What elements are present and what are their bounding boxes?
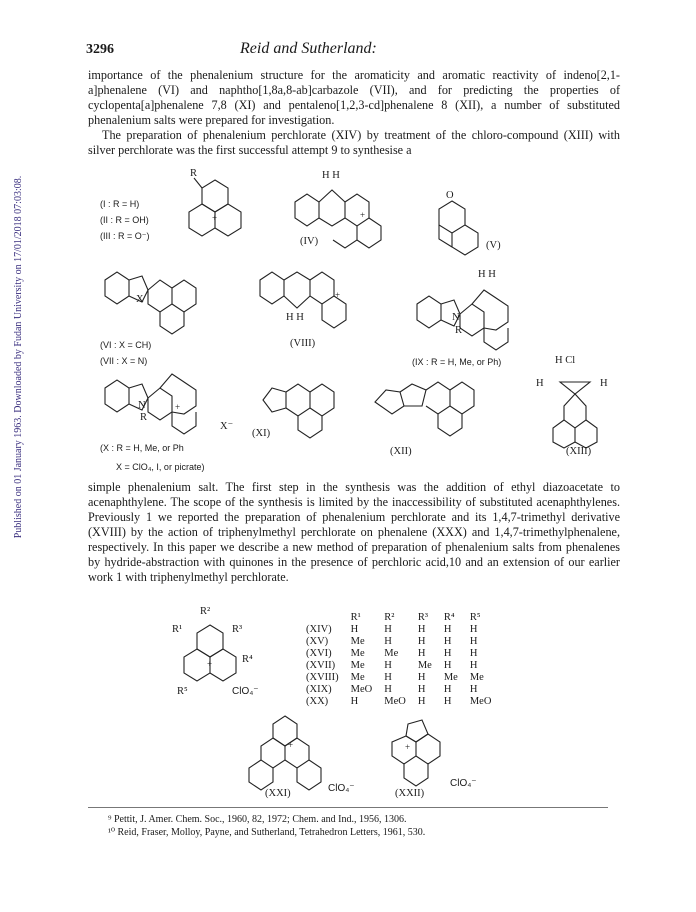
structure-vi-vii bbox=[100, 262, 220, 337]
compound-label: (XXI) bbox=[265, 788, 291, 799]
heteroatom-label: X bbox=[136, 294, 144, 305]
table-cell: H bbox=[417, 684, 426, 695]
structure-x bbox=[100, 370, 220, 450]
column-header: R⁴ bbox=[443, 612, 455, 623]
nitrogen-label: N bbox=[452, 312, 460, 323]
table-cell: H bbox=[443, 636, 452, 647]
table-cell: H bbox=[469, 624, 478, 635]
substituent-r4: R⁴ bbox=[242, 654, 253, 665]
structure-xiii bbox=[540, 372, 620, 452]
oxygen-label: O bbox=[446, 190, 454, 201]
paragraph-text: The preparation of phenalenium perchlorate (XIV) by treatment of the chloro-compound (XIII) with silver perchlorate was the first successful attempt 9 to synthesise a bbox=[88, 128, 620, 157]
table-row bbox=[300, 636, 497, 648]
hydrogen-label: H H bbox=[286, 312, 304, 323]
table-cell: Me bbox=[384, 648, 399, 659]
structure-iv bbox=[290, 182, 400, 242]
table-cell: Me bbox=[469, 672, 484, 683]
compound-label: (IV) bbox=[300, 236, 319, 247]
footnote-divider bbox=[88, 807, 608, 808]
charge-label: + bbox=[360, 210, 366, 220]
nitrogen-label: N bbox=[138, 400, 146, 411]
phenalenium-structure bbox=[180, 170, 260, 260]
table-cell: H bbox=[384, 660, 392, 671]
structure-xxii bbox=[380, 712, 460, 792]
table-cell: H bbox=[443, 684, 452, 695]
structure-xi bbox=[258, 376, 348, 446]
substituent-r2: R² bbox=[200, 606, 211, 617]
compound-label: (I : R = H) bbox=[100, 199, 140, 209]
table-cell: H bbox=[469, 648, 478, 659]
table-row bbox=[300, 624, 497, 636]
compound-label: (VII : X = N) bbox=[100, 356, 148, 366]
table-cell: H bbox=[417, 696, 426, 707]
table-cell: H bbox=[384, 636, 392, 647]
substituent-label: H Cl bbox=[555, 355, 576, 366]
table-cell: (XVIII) bbox=[306, 672, 339, 683]
column-header: R³ bbox=[417, 612, 428, 623]
download-watermark: Published on 01 January 1963. Downloaded by Fudan University on 17/01/2018 07:03:08. bbox=[13, 175, 24, 539]
hydrogen-label: H bbox=[536, 378, 544, 389]
charge-label: + bbox=[288, 740, 294, 750]
table-cell: Me bbox=[417, 660, 432, 671]
paragraph-text: importance of the phenalenium structure for the aromaticity and aromatic reactivity of indeno[2,1-a]phenalene (VI) and naphtho[1,8a,8-ab]carbazole (VII), and for predicting the properties of cyclopenta[a]phenalene 7,8 (XI) and pentaleno[1,2,3-cd]phenalene 8 (XII), a number of substituted phenalenium salts were prepared for investigation. bbox=[88, 68, 620, 127]
table-cell: H bbox=[469, 636, 478, 647]
compound-label: (V) bbox=[486, 240, 501, 251]
table-cell: H bbox=[469, 660, 478, 671]
table-cell: (XIX) bbox=[306, 684, 332, 695]
structure-xii bbox=[370, 372, 490, 447]
compound-label: X = ClO₄, I, or picrate) bbox=[116, 462, 205, 472]
counter-anion: ClO₄⁻ bbox=[328, 783, 355, 794]
page-number: 3296 bbox=[86, 42, 114, 57]
charge-label: + bbox=[212, 213, 218, 223]
column-header: R⁵ bbox=[469, 612, 481, 623]
table-cell: H bbox=[417, 648, 426, 659]
table-cell: H bbox=[417, 672, 426, 683]
column-header: R¹ bbox=[350, 612, 361, 623]
compound-label: (IX : R = H, Me, or Ph) bbox=[412, 357, 502, 367]
table-cell: H bbox=[384, 672, 392, 683]
table-header-row bbox=[300, 612, 497, 624]
table-cell: H bbox=[384, 684, 392, 695]
substituent-label: R bbox=[455, 325, 463, 336]
table-cell: H bbox=[443, 696, 452, 707]
running-head: Reid and Sutherland: bbox=[240, 40, 377, 57]
paragraph-synthesis: simple phenalenium salt. The first step in the synthesis was the addition of ethyl diazoacetate to acenaphthylene. The scope of the synthesis is limited by the inaccessibility of substituted acenaphthylenes. Previously 1 we reported the preparation of phenalenium perchlorate and its 1,4,7-trimethyl derivative (XVIII) by the action of triphenylmethyl perchlorate on phenalene (XXX) and 1,4,7-trimethylphenalene, respectively. In this paper we describe a new method of preparation of phenalenium salts from phenalenes by hydride-abstraction with quinones in the presence of perchloric acid,10 and an extension of our earlier work 1 with triphenylmethyl perchlorate. bbox=[88, 480, 620, 584]
compound-label: (XI) bbox=[252, 428, 271, 439]
substituent-r1: R¹ bbox=[172, 624, 183, 635]
table-cell: (XIV) bbox=[306, 624, 332, 635]
table-cell: H bbox=[350, 696, 359, 707]
charge-label: + bbox=[175, 402, 181, 412]
table-cell: Me bbox=[443, 672, 458, 683]
table-row bbox=[300, 684, 497, 696]
table-cell: (XVI) bbox=[306, 648, 332, 659]
table-cell: MeO bbox=[350, 684, 373, 695]
substituent-table bbox=[300, 612, 497, 708]
structure-ix bbox=[412, 282, 532, 354]
anion-label: X⁻ bbox=[220, 421, 234, 432]
charge-label: + bbox=[335, 290, 341, 300]
column-header bbox=[300, 612, 345, 624]
table-cell: H bbox=[443, 660, 452, 671]
compound-label: (VI : X = CH) bbox=[100, 340, 152, 350]
structure-viii bbox=[255, 262, 370, 332]
compound-label: (XXII) bbox=[395, 788, 425, 799]
compound-label: (II : R = OH) bbox=[100, 215, 149, 225]
table-cell: H bbox=[417, 624, 426, 635]
charge-label: + bbox=[405, 742, 411, 752]
footnote-9: ⁹ Pettit, J. Amer. Chem. Soc., 1960, 82, 1972; Chem. and Ind., 1956, 1306. bbox=[108, 814, 407, 825]
compound-label: (III : R = O⁻) bbox=[100, 231, 150, 241]
substituent-label: R bbox=[140, 412, 148, 423]
footnote-10: ¹⁰ Reid, Fraser, Molloy, Payne, and Sutherland, Tetrahedron Letters, 1961, 530. bbox=[108, 827, 426, 838]
table-cell: MeO bbox=[384, 696, 406, 707]
hydrogen-label: H H bbox=[322, 170, 340, 181]
substituent-label: R bbox=[190, 168, 198, 179]
table-row bbox=[300, 648, 497, 660]
counter-anion: ClO₄⁻ bbox=[450, 778, 477, 789]
compound-label: (X : R = H, Me, or Ph bbox=[100, 443, 184, 453]
table-cell: H bbox=[417, 636, 426, 647]
hydrogen-label: H H bbox=[478, 269, 496, 280]
substituent-r5: R⁵ bbox=[177, 686, 188, 697]
compound-label: (XIII) bbox=[566, 446, 592, 457]
counter-anion: ClO₄⁻ bbox=[232, 686, 259, 697]
substituent-r3: R³ bbox=[232, 624, 243, 635]
table-cell: Me bbox=[350, 672, 365, 683]
hydrogen-label: H bbox=[600, 378, 608, 389]
column-header: R² bbox=[384, 612, 395, 623]
table-cell: (XV) bbox=[306, 636, 329, 647]
table-row bbox=[300, 696, 497, 708]
table-cell: (XVII) bbox=[306, 660, 336, 671]
table-cell: (XX) bbox=[306, 696, 329, 707]
table-cell: Me bbox=[350, 636, 365, 647]
compound-label: (XII) bbox=[390, 446, 412, 457]
table-cell: H bbox=[469, 684, 478, 695]
paragraph-intro bbox=[88, 68, 620, 158]
table-cell: H bbox=[384, 624, 392, 635]
table-row bbox=[300, 660, 497, 672]
table-cell: H bbox=[443, 648, 452, 659]
table-cell: Me bbox=[350, 660, 365, 671]
table-cell: Me bbox=[350, 648, 365, 659]
table-row bbox=[300, 672, 497, 684]
table-cell: H bbox=[350, 624, 359, 635]
charge-label: + bbox=[207, 659, 213, 669]
table-cell: MeO bbox=[469, 696, 492, 707]
structure-xxi bbox=[245, 712, 335, 792]
compound-label: (VIII) bbox=[290, 338, 316, 349]
table-cell: H bbox=[443, 624, 452, 635]
